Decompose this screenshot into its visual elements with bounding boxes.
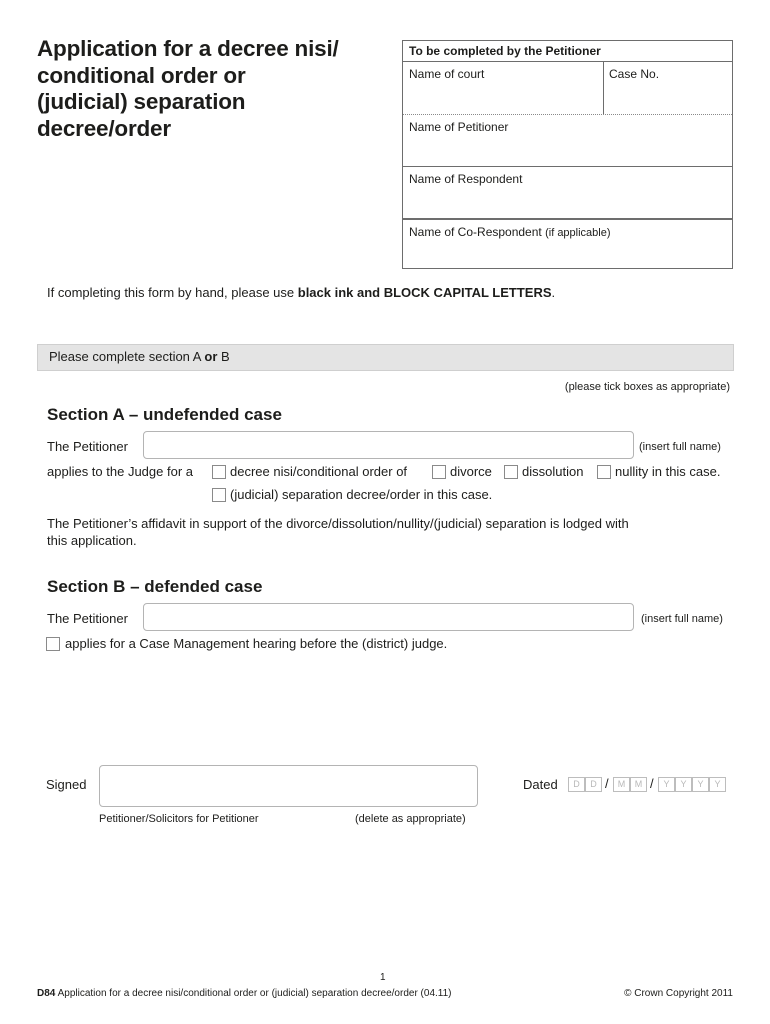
court-case-divider: [603, 62, 604, 114]
section-b-petitioner-label: The Petitioner: [47, 611, 128, 626]
date-year-cell[interactable]: Y: [658, 777, 675, 792]
form-title-line: (judicial) separation: [37, 89, 246, 114]
dissolution-checkbox[interactable]: [504, 465, 518, 479]
section-a-petitioner-name-input[interactable]: [143, 431, 634, 459]
date-year-cell[interactable]: Y: [709, 777, 726, 792]
applies-to-judge-label: applies to the Judge for a: [47, 464, 193, 479]
dissolution-label: dissolution: [522, 464, 584, 479]
name-of-co-respondent-label: [409, 225, 611, 239]
form-title-line: conditional order or: [37, 62, 246, 88]
section-a-petitioner-label: The Petitioner: [47, 439, 128, 454]
insert-full-name-hint: (insert full name): [639, 441, 721, 453]
instruction-end: .: [551, 285, 556, 300]
name-of-petitioner-field[interactable]: [403, 115, 732, 167]
form-reference: [37, 988, 452, 999]
case-management-checkbox[interactable]: [46, 637, 60, 651]
date-separator: /: [650, 776, 654, 791]
judicial-separation-label: (judicial) separation decree/order in this case.: [230, 487, 493, 502]
petitioner-details-box: [402, 40, 733, 269]
date-input[interactable]: [568, 777, 733, 793]
nullity-label: nullity in this case.: [615, 464, 721, 479]
date-day-cell[interactable]: D: [585, 777, 602, 792]
signed-label: Signed: [46, 777, 87, 792]
signature-input[interactable]: [99, 765, 478, 807]
date-month-cell[interactable]: M: [613, 777, 630, 792]
signature-caption: Petitioner/Solicitors for Petitioner: [99, 813, 259, 825]
petitioner-box-heading: To be completed by the Petitioner: [403, 41, 732, 62]
name-of-court-label: Name of court: [409, 67, 485, 81]
date-separator: /: [605, 776, 609, 791]
dated-label: Dated: [523, 777, 558, 792]
decree-nisi-label: decree nisi/conditional order of: [230, 464, 408, 479]
form-title-line: Application for a decree nisi/: [37, 36, 339, 61]
section-a-heading: Section A – undefended case: [47, 405, 282, 424]
date-day-cell[interactable]: D: [568, 777, 585, 792]
name-of-petitioner-label: Name of Petitioner: [409, 120, 509, 134]
decree-nisi-checkbox[interactable]: [212, 465, 226, 479]
banner-emphasis: or: [204, 349, 218, 364]
section-b-heading: Section B – defended case: [47, 577, 263, 596]
copyright-notice: © Crown Copyright 2011: [624, 988, 733, 999]
co-respondent-text: Name of Co-Respondent: [409, 225, 542, 239]
delete-as-appropriate-caption: (delete as appropriate): [355, 813, 466, 825]
case-no-label: Case No.: [609, 67, 660, 81]
section-choice-banner: [37, 344, 734, 371]
banner-end: B: [217, 349, 230, 364]
tick-boxes-note: (please tick boxes as appropriate): [564, 381, 730, 393]
date-month-cell[interactable]: M: [630, 777, 647, 792]
form-title: [37, 36, 367, 142]
banner-text: Please complete section A: [49, 349, 205, 364]
divorce-checkbox[interactable]: [432, 465, 446, 479]
name-of-co-respondent-field[interactable]: [403, 219, 732, 269]
if-applicable-text: (if applicable): [545, 227, 611, 239]
judicial-separation-checkbox[interactable]: [212, 488, 226, 502]
date-year-cell[interactable]: Y: [692, 777, 709, 792]
page-number: 1: [380, 972, 386, 983]
date-year-cell[interactable]: Y: [675, 777, 692, 792]
nullity-checkbox[interactable]: [597, 465, 611, 479]
form-code: D84: [37, 988, 56, 999]
divorce-label: divorce: [450, 464, 492, 479]
form-title-line: decree/order: [37, 115, 171, 141]
name-of-respondent-field[interactable]: [403, 167, 732, 219]
form-reference-title: Application for a decree nisi/conditional order or (judicial) separation decree/order (04.11): [55, 988, 452, 999]
section-b-petitioner-name-input[interactable]: [143, 603, 634, 631]
instruction-emphasis: black ink and BLOCK CAPITAL LETTERS: [297, 285, 552, 300]
affidavit-text-line2: this application.: [47, 533, 137, 548]
affidavit-text-line1: The Petitioner’s affidavit in support of the divorce/dissolution/nullity/(judicial) separation is lodged with: [47, 516, 629, 531]
block-capitals-instruction: [47, 285, 555, 300]
name-of-court-field[interactable]: [403, 62, 732, 115]
case-management-label: applies for a Case Management hearing before the (district) judge.: [65, 636, 448, 651]
name-of-respondent-label: Name of Respondent: [409, 172, 523, 186]
instruction-text: If completing this form by hand, please use: [47, 285, 298, 300]
insert-full-name-hint: (insert full name): [641, 613, 723, 625]
